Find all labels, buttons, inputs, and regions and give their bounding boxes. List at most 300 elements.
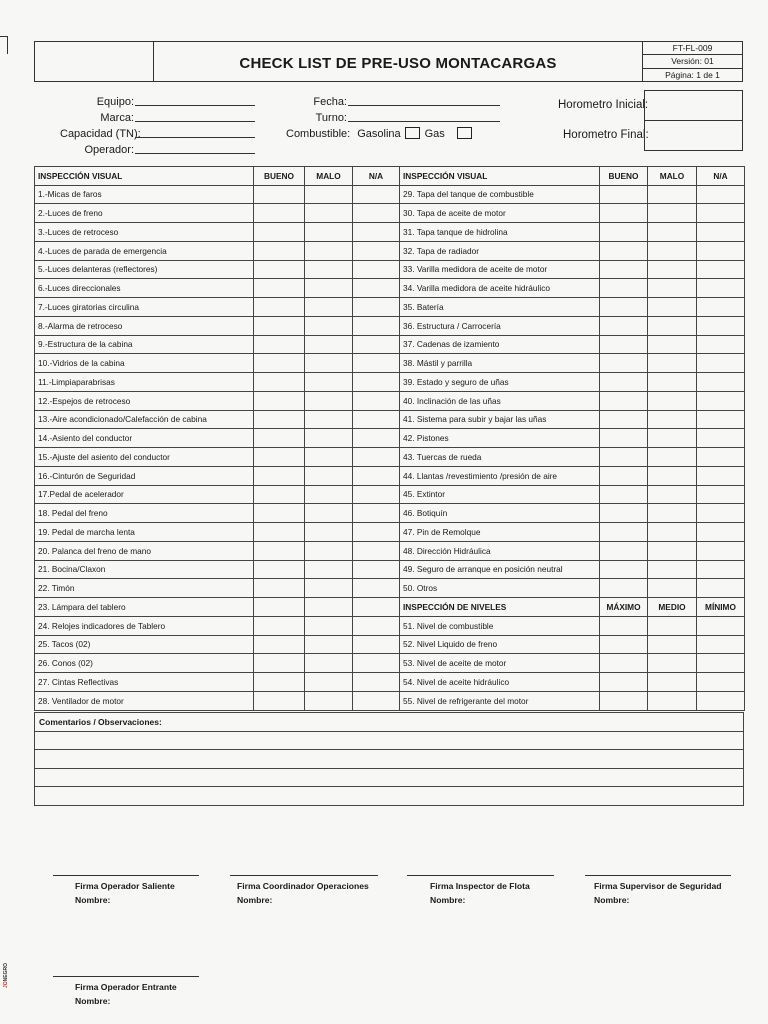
rating-cell[interactable] (254, 635, 305, 654)
comment-line (35, 731, 744, 750)
capacidad-field[interactable] (60, 124, 260, 140)
capacidad-label: Capacidad (TN): (60, 128, 141, 140)
inspection-item-left: 15.-Ajuste del asiento del conductor (35, 448, 254, 467)
rating-cell[interactable] (600, 579, 648, 598)
rating-cell[interactable] (305, 448, 353, 467)
rating-cell[interactable] (648, 316, 697, 335)
rating-cell[interactable] (305, 316, 353, 335)
signature-title: Firma Inspector de Flota (430, 881, 530, 891)
inspection-item-right: 43. Tuercas de rueda (400, 448, 600, 467)
printer-mark-b: NEGRO (3, 962, 9, 982)
rating-cell[interactable] (305, 579, 353, 598)
comment-input[interactable] (35, 750, 744, 769)
header-malo-right: MALO (648, 167, 697, 186)
operador-label: Operador: (84, 144, 134, 156)
rating-cell[interactable] (697, 298, 745, 317)
document-control-box (642, 42, 742, 81)
rating-cell[interactable] (648, 260, 697, 279)
form-title: CHECK LIST DE PRE-USO MONTACARGAS (239, 55, 557, 72)
rating-cell[interactable] (697, 485, 745, 504)
rating-cell[interactable] (254, 260, 305, 279)
signature-operador-entrante (53, 976, 199, 1006)
rating-cell[interactable] (697, 523, 745, 542)
rating-cell[interactable] (254, 485, 305, 504)
rating-cell[interactable] (600, 410, 648, 429)
rating-cell[interactable] (648, 241, 697, 260)
signature-line[interactable] (585, 875, 731, 876)
rating-cell[interactable] (648, 429, 697, 448)
gas-checkbox[interactable] (457, 127, 472, 139)
table-row (35, 579, 745, 598)
marca-field[interactable] (60, 108, 260, 124)
rating-cell[interactable] (600, 541, 648, 560)
signature-supervisor-seguridad (585, 875, 731, 905)
gasolina-checkbox[interactable] (405, 127, 420, 139)
rating-cell[interactable] (648, 541, 697, 560)
signature-line[interactable] (53, 875, 199, 876)
table-row (35, 354, 745, 373)
rating-cell[interactable] (305, 635, 353, 654)
rating-cell[interactable] (697, 373, 745, 392)
header-maximo: MÁXIMO (600, 598, 648, 617)
table-row (35, 335, 745, 354)
comments-table (34, 712, 744, 806)
rating-cell[interactable] (305, 410, 353, 429)
rating-cell[interactable] (600, 260, 648, 279)
rating-cell[interactable] (353, 466, 400, 485)
level-cell[interactable] (648, 654, 697, 673)
marca-line[interactable] (135, 111, 255, 122)
rating-cell[interactable] (305, 223, 353, 242)
table-row (35, 429, 745, 448)
rating-cell[interactable] (305, 279, 353, 298)
signature-line[interactable] (53, 976, 199, 977)
table-row (35, 298, 745, 317)
signature-coordinador-operaciones (230, 875, 378, 905)
rating-cell[interactable] (697, 466, 745, 485)
rating-cell[interactable] (600, 185, 648, 204)
rating-cell[interactable] (305, 429, 353, 448)
rating-cell[interactable] (648, 485, 697, 504)
table-row (35, 373, 745, 392)
level-item: 52. Nivel Liquido de freno (400, 635, 600, 654)
rating-cell[interactable] (648, 466, 697, 485)
inspection-item-right: 36. Estructura / Carrocería (400, 316, 600, 335)
header-na-right: N/A (697, 167, 745, 186)
signature-title: Firma Operador Saliente (75, 881, 175, 891)
rating-cell[interactable] (648, 373, 697, 392)
rating-cell[interactable] (600, 466, 648, 485)
level-cell[interactable] (697, 691, 745, 710)
horometro-final-input[interactable] (645, 121, 742, 151)
rating-cell[interactable] (305, 504, 353, 523)
level-item: 54. Nivel de aceite hidráulico (400, 673, 600, 692)
combustible-label: Combustible: (286, 128, 351, 140)
inspection-item-right: 32. Tapa de radiador (400, 241, 600, 260)
rating-cell[interactable] (600, 485, 648, 504)
rating-cell[interactable] (353, 523, 400, 542)
operador-field[interactable] (60, 140, 260, 156)
inspection-item-left: 9.-Estructura de la cabina (35, 335, 254, 354)
rating-cell[interactable] (305, 654, 353, 673)
equipo-label: Equipo: (96, 96, 134, 108)
rating-cell[interactable] (254, 185, 305, 204)
rating-cell[interactable] (648, 335, 697, 354)
table-row (35, 616, 745, 635)
header-malo-left: MALO (305, 167, 353, 186)
rating-cell[interactable] (353, 316, 400, 335)
rating-cell[interactable] (254, 391, 305, 410)
level-cell[interactable] (600, 691, 648, 710)
rating-cell[interactable] (600, 560, 648, 579)
inspection-item-right: 37. Cadenas de izamiento (400, 335, 600, 354)
rating-cell[interactable] (305, 523, 353, 542)
rating-cell[interactable] (353, 635, 400, 654)
inspection-item-right: 40. Inclinación de las uñas (400, 391, 600, 410)
rating-cell[interactable] (697, 335, 745, 354)
table-row (35, 241, 745, 260)
rating-cell[interactable] (254, 373, 305, 392)
rating-cell[interactable] (600, 391, 648, 410)
header-inspeccion-niveles: INSPECCIÓN DE NIVELES (400, 598, 600, 617)
rating-cell[interactable] (697, 410, 745, 429)
table-row (35, 316, 745, 335)
level-cell[interactable] (600, 654, 648, 673)
level-cell[interactable] (600, 616, 648, 635)
table-row (35, 673, 745, 692)
inspection-item-left: 26. Conos (02) (35, 654, 254, 673)
rating-cell[interactable] (353, 579, 400, 598)
rating-cell[interactable] (648, 560, 697, 579)
rating-cell[interactable] (697, 429, 745, 448)
inspection-item-left: 23. Lámpara del tablero (35, 598, 254, 617)
rating-cell[interactable] (353, 260, 400, 279)
inspection-table (34, 166, 745, 711)
inspection-item-left: 14.-Asiento del conductor (35, 429, 254, 448)
rating-cell[interactable] (353, 485, 400, 504)
table-row (35, 185, 745, 204)
rating-cell[interactable] (254, 598, 305, 617)
rating-cell[interactable] (254, 279, 305, 298)
rating-cell[interactable] (305, 691, 353, 710)
rating-cell[interactable] (697, 354, 745, 373)
level-cell[interactable] (648, 691, 697, 710)
rating-cell[interactable] (305, 466, 353, 485)
equipo-field[interactable] (60, 92, 260, 108)
rating-cell[interactable] (697, 185, 745, 204)
rating-cell[interactable] (648, 523, 697, 542)
signature-operador-saliente (53, 875, 199, 905)
signature-name-label: Nombre: (237, 895, 273, 905)
rating-cell[interactable] (697, 316, 745, 335)
rating-cell[interactable] (353, 504, 400, 523)
signature-line[interactable] (230, 875, 378, 876)
rating-cell[interactable] (697, 279, 745, 298)
comment-input[interactable] (35, 787, 744, 806)
table-row (35, 541, 745, 560)
rating-cell[interactable] (254, 223, 305, 242)
gasolina-label: Gasolina (357, 128, 401, 140)
inspection-item-right: 42. Pistones (400, 429, 600, 448)
rating-cell[interactable] (600, 373, 648, 392)
rating-cell[interactable] (697, 541, 745, 560)
turno-field[interactable] (286, 108, 506, 124)
table-row (35, 560, 745, 579)
signature-line[interactable] (407, 875, 554, 876)
rating-cell[interactable] (305, 260, 353, 279)
rating-cell[interactable] (600, 204, 648, 223)
level-cell[interactable] (697, 616, 745, 635)
signature-name-label: Nombre: (430, 895, 466, 905)
table-row (35, 654, 745, 673)
rating-cell[interactable] (305, 391, 353, 410)
combustible-field (286, 124, 506, 140)
level-cell[interactable] (648, 616, 697, 635)
rating-cell[interactable] (648, 298, 697, 317)
rating-cell[interactable] (600, 335, 648, 354)
equipo-line[interactable] (135, 95, 255, 106)
inspection-item-right: 38. Mástil y parrilla (400, 354, 600, 373)
rating-cell[interactable] (254, 691, 305, 710)
rating-cell[interactable] (600, 241, 648, 260)
rating-cell[interactable] (305, 373, 353, 392)
inspection-item-right: 31. Tapa tanque de hidrolina (400, 223, 600, 242)
rating-cell[interactable] (600, 316, 648, 335)
rating-cell[interactable] (353, 298, 400, 317)
table-row (35, 260, 745, 279)
document-page: Página: 1 de 1 (665, 69, 720, 80)
level-cell[interactable] (600, 635, 648, 654)
header-bueno-right: BUENO (600, 167, 648, 186)
rating-cell[interactable] (600, 298, 648, 317)
rating-cell[interactable] (353, 654, 400, 673)
rating-cell[interactable] (254, 298, 305, 317)
gas-label: Gas (424, 128, 445, 140)
table-row (35, 598, 745, 617)
inspection-item-left: 8.-Alarma de retroceso (35, 316, 254, 335)
rating-cell[interactable] (305, 335, 353, 354)
rating-cell[interactable] (254, 429, 305, 448)
inspection-item-right: 30. Tapa de aceite de motor (400, 204, 600, 223)
inspection-item-left: 12.-Espejos de retroceso (35, 391, 254, 410)
comment-input[interactable] (35, 731, 744, 750)
fecha-line[interactable] (348, 95, 500, 106)
rating-cell[interactable] (600, 504, 648, 523)
inspection-item-left: 20. Palanca del freno de mano (35, 541, 254, 560)
rating-cell[interactable] (254, 335, 305, 354)
fecha-field[interactable] (286, 92, 506, 108)
signature-inspector-flota (407, 875, 554, 905)
rating-cell[interactable] (254, 673, 305, 692)
rating-cell[interactable] (254, 354, 305, 373)
level-item: 51. Nivel de combustible (400, 616, 600, 635)
inspection-item-right: 34. Varilla medidora de aceite hidráulico (400, 279, 600, 298)
rating-cell[interactable] (353, 335, 400, 354)
rating-cell[interactable] (648, 391, 697, 410)
rating-cell[interactable] (353, 691, 400, 710)
rating-cell[interactable] (648, 410, 697, 429)
rating-cell[interactable] (305, 185, 353, 204)
inspection-item-right: 41. Sistema para subir y bajar las uñas (400, 410, 600, 429)
inspection-item-left: 1.-Micas de faros (35, 185, 254, 204)
rating-cell[interactable] (697, 560, 745, 579)
rating-cell[interactable] (353, 560, 400, 579)
printer-mark-a: JO (3, 981, 9, 988)
level-cell[interactable] (648, 635, 697, 654)
rating-cell[interactable] (697, 223, 745, 242)
fecha-label: Fecha: (313, 96, 347, 108)
rating-cell[interactable] (353, 673, 400, 692)
comments-header-row (35, 713, 744, 732)
rating-cell[interactable] (648, 579, 697, 598)
rating-cell[interactable] (305, 541, 353, 560)
rating-cell[interactable] (353, 410, 400, 429)
inspection-item-left: 6.-Luces direccionales (35, 279, 254, 298)
rating-cell[interactable] (697, 391, 745, 410)
inspection-item-left: 24. Relojes indicadores de Tablero (35, 616, 254, 635)
rating-cell[interactable] (254, 616, 305, 635)
turno-line[interactable] (348, 111, 500, 122)
rating-cell[interactable] (254, 541, 305, 560)
level-item: 53. Nivel de aceite de motor (400, 654, 600, 673)
rating-cell[interactable] (600, 523, 648, 542)
corner-crop-mark (0, 36, 8, 54)
rating-cell[interactable] (305, 354, 353, 373)
signature-title: Firma Operador Entrante (75, 982, 177, 992)
inspection-item-right: 50. Otros (400, 579, 600, 598)
rating-cell[interactable] (254, 448, 305, 467)
rating-cell[interactable] (648, 504, 697, 523)
inspection-item-left: 22. Timón (35, 579, 254, 598)
rating-cell[interactable] (600, 279, 648, 298)
header-medio: MEDIO (648, 598, 697, 617)
shift-info (286, 92, 506, 140)
signature-name-label: Nombre: (75, 895, 111, 905)
inspection-item-left: 19. Pedal de marcha lenta (35, 523, 254, 542)
inspection-item-left: 5.-Luces delanteras (reflectores) (35, 260, 254, 279)
inspection-item-right: 39. Estado y seguro de uñas (400, 373, 600, 392)
document-code: FT-FL-009 (643, 42, 742, 55)
inspection-item-left: 18. Pedal del freno (35, 504, 254, 523)
rating-cell[interactable] (697, 579, 745, 598)
inspection-item-right: 46. Botiquín (400, 504, 600, 523)
signature-title: Firma Supervisor de Seguridad (594, 881, 722, 891)
rating-cell[interactable] (648, 448, 697, 467)
rating-cell[interactable] (353, 429, 400, 448)
rating-cell[interactable] (254, 466, 305, 485)
rating-cell[interactable] (697, 241, 745, 260)
table-row (35, 691, 745, 710)
inspection-item-left: 21. Bocina/Claxon (35, 560, 254, 579)
horometro-inicial-input[interactable] (645, 91, 742, 121)
level-cell[interactable] (600, 673, 648, 692)
rating-cell[interactable] (305, 241, 353, 260)
header-inspeccion-visual-right: INSPECCIÓN VISUAL (400, 167, 600, 186)
rating-cell[interactable] (353, 204, 400, 223)
header-na-left: N/A (353, 167, 400, 186)
inspection-item-left: 10.-Vidrios de la cabina (35, 354, 254, 373)
comment-line (35, 750, 744, 769)
rating-cell[interactable] (353, 598, 400, 617)
level-cell[interactable] (697, 654, 745, 673)
rating-cell[interactable] (697, 448, 745, 467)
rating-cell[interactable] (305, 598, 353, 617)
comment-input[interactable] (35, 768, 744, 787)
table-row (35, 279, 745, 298)
rating-cell[interactable] (305, 485, 353, 504)
rating-cell[interactable] (648, 204, 697, 223)
rating-cell[interactable] (600, 354, 648, 373)
level-item: 55. Nivel de refrigerante del motor (400, 691, 600, 710)
rating-cell[interactable] (305, 298, 353, 317)
rating-cell[interactable] (305, 616, 353, 635)
table-row (35, 391, 745, 410)
rating-cell[interactable] (254, 504, 305, 523)
rating-cell[interactable] (353, 223, 400, 242)
rating-cell[interactable] (305, 560, 353, 579)
inspection-item-right: 33. Varilla medidora de aceite de motor (400, 260, 600, 279)
inspection-item-right: 44. Llantas /revestimiento /presión de aire (400, 466, 600, 485)
rating-cell[interactable] (600, 223, 648, 242)
rating-cell[interactable] (648, 354, 697, 373)
rating-cell[interactable] (254, 560, 305, 579)
rating-cell[interactable] (353, 391, 400, 410)
rating-cell[interactable] (353, 541, 400, 560)
rating-cell[interactable] (353, 373, 400, 392)
document-version: Versión: 01 (643, 55, 742, 68)
rating-cell[interactable] (353, 448, 400, 467)
rating-cell[interactable] (353, 354, 400, 373)
operador-line[interactable] (135, 143, 255, 154)
rating-cell[interactable] (353, 241, 400, 260)
inspection-item-right: 29. Tapa del tanque de combustible (400, 185, 600, 204)
rating-cell[interactable] (353, 279, 400, 298)
table-row (35, 466, 745, 485)
printer-mark (3, 963, 9, 988)
rating-cell[interactable] (697, 260, 745, 279)
rating-cell[interactable] (648, 223, 697, 242)
rating-cell[interactable] (254, 204, 305, 223)
level-cell[interactable] (648, 673, 697, 692)
inspection-item-left: 7.-Luces giratorias circulina (35, 298, 254, 317)
rating-cell[interactable] (254, 241, 305, 260)
rating-cell[interactable] (600, 429, 648, 448)
rating-cell[interactable] (254, 579, 305, 598)
rating-cell[interactable] (254, 410, 305, 429)
rating-cell[interactable] (254, 523, 305, 542)
inspection-item-right: 49. Seguro de arranque en posición neutral (400, 560, 600, 579)
rating-cell[interactable] (254, 654, 305, 673)
header-minimo: MÍNIMO (697, 598, 745, 617)
inspection-item-left: 2.-Luces de freno (35, 204, 254, 223)
rating-cell[interactable] (353, 185, 400, 204)
level-cell[interactable] (697, 673, 745, 692)
level-cell[interactable] (697, 635, 745, 654)
rating-cell[interactable] (648, 279, 697, 298)
rating-cell[interactable] (305, 204, 353, 223)
rating-cell[interactable] (353, 616, 400, 635)
inspection-item-right: 35. Batería (400, 298, 600, 317)
rating-cell[interactable] (305, 673, 353, 692)
rating-cell[interactable] (254, 316, 305, 335)
signature-name-label: Nombre: (594, 895, 630, 905)
inspection-item-left: 4.-Luces de parada de emergencia (35, 241, 254, 260)
capacidad-line[interactable] (135, 127, 255, 138)
rating-cell[interactable] (697, 204, 745, 223)
rating-cell[interactable] (697, 504, 745, 523)
rating-cell[interactable] (600, 448, 648, 467)
rating-cell[interactable] (648, 185, 697, 204)
